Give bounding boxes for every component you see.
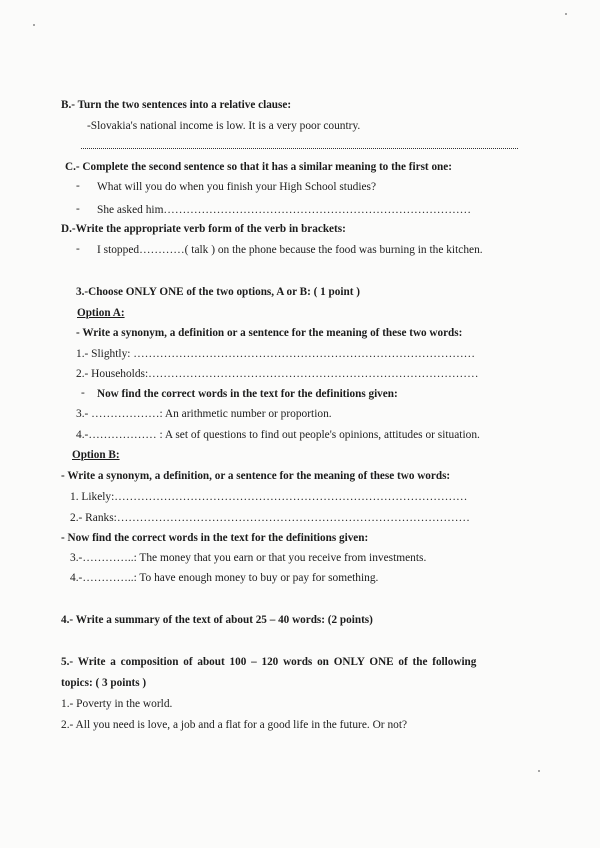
- answer-line: [81, 148, 518, 149]
- option-a-instruction: - Write a synonym, a definition or a sentence for the meaning of these two words:: [76, 327, 463, 339]
- bullet-dash: -: [76, 203, 80, 215]
- section-d-item-1: I stopped…………( talk ) on the phone because the food was burning in the kitchen.: [97, 244, 483, 256]
- option-a-instruction-2: Now find the correct words in the text for the definitions given:: [97, 388, 398, 400]
- option-a-definition-4: 4.-……………… : A set of questions to find out people's opinions, attitudes or situation.: [76, 429, 480, 441]
- question-4-heading: 4.- Write a summary of the text of about 25 – 40 words: (2 points): [61, 614, 373, 626]
- question-5-heading-line-2: topics: ( 3 points ): [61, 677, 147, 689]
- option-a-word-1: 1.- Slightly: ………………………………………………………………………………: [76, 348, 475, 360]
- section-d-heading: D.-Write the appropriate verb form of the verb in brackets:: [61, 223, 346, 235]
- option-b-title: Option B:: [72, 449, 120, 461]
- section-c-heading: C.- Complete the second sentence so that it has a similar meaning to the first one:: [65, 161, 452, 173]
- option-b-instruction-2: - Now find the correct words in the text for the definitions given:: [61, 532, 369, 544]
- scan-speck: [33, 24, 35, 26]
- bullet-dash: -: [76, 180, 80, 192]
- option-b-definition-4: 4.-…………..: To have enough money to buy or pay for something.: [70, 572, 379, 584]
- section-b-sentence: -Slovakia's national income is low. It is a very poor country.: [87, 120, 361, 132]
- scan-speck: [538, 770, 540, 772]
- option-a-title: Option A:: [77, 307, 125, 319]
- option-b-word-1: 1. Likely:…………………………………………………………………………………: [70, 491, 468, 503]
- question-3-heading: 3.-Choose ONLY ONE of the two options, A or B: ( 1 point ): [76, 286, 360, 298]
- option-b-instruction: - Write a synonym, a definition, or a sentence for the meaning of these two words:: [61, 470, 451, 482]
- scan-speck: [565, 13, 567, 15]
- section-c-item-2: She asked him………………………………………………………………………: [97, 204, 471, 216]
- option-b-word-2: 2.- Ranks:…………………………………………………………………………………: [70, 512, 470, 524]
- bullet-dash: -: [81, 387, 85, 399]
- section-c-item-1: What will you do when you finish your High School studies?: [97, 181, 377, 193]
- bullet-dash: -: [76, 243, 80, 255]
- option-b-definition-3: 3.-…………..: The money that you earn or that you receive from investments.: [70, 552, 427, 564]
- option-a-definition-3: 3.- ………………: An arithmetic number or proportion.: [76, 408, 332, 420]
- option-a-word-2: 2.- Households:……………………………………………………………………………: [76, 368, 479, 380]
- topic-2: 2.- All you need is love, a job and a flat for a good life in the future. Or not?: [61, 719, 408, 731]
- topic-1: 1.- Poverty in the world.: [61, 698, 173, 710]
- question-5-heading-line-1: 5.- Write a composition of about 100 – 120 words on ONLY ONE of the following: [61, 656, 477, 668]
- section-b-heading: B.- Turn the two sentences into a relative clause:: [61, 99, 292, 111]
